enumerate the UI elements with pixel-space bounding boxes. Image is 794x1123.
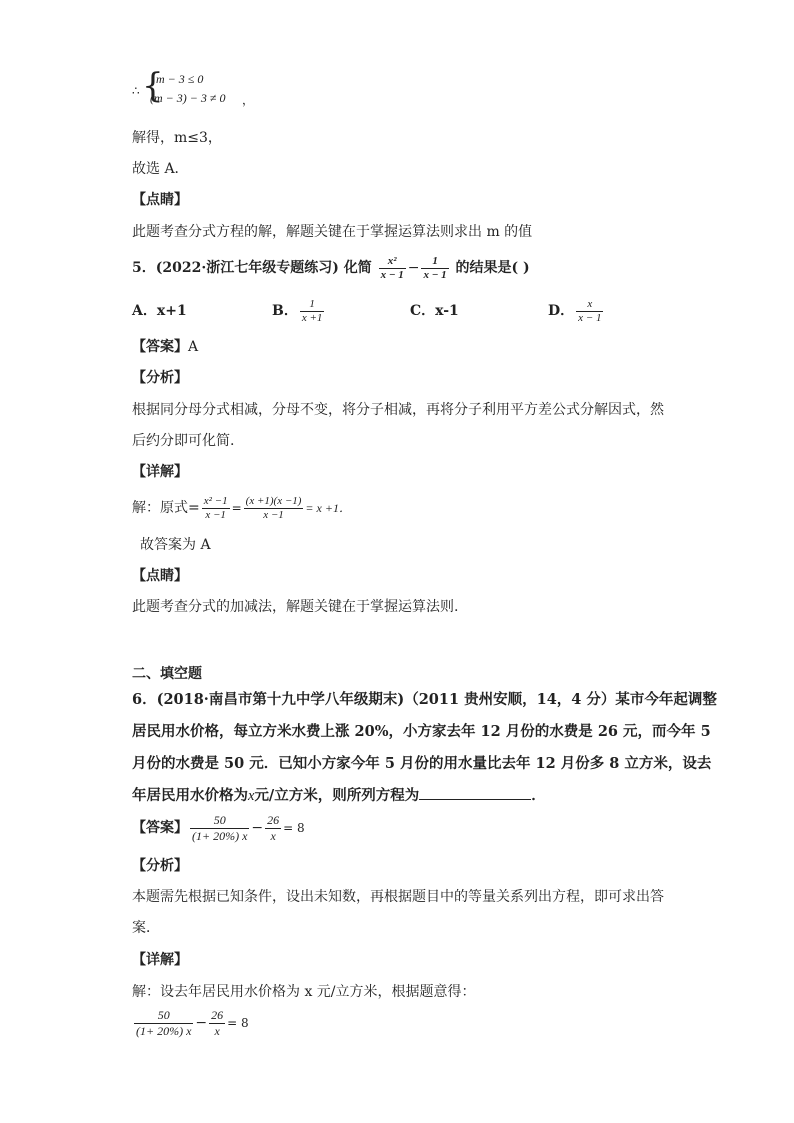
q6-answer-blank: [419, 785, 531, 800]
q5-optb-den: x +1: [301, 311, 323, 324]
q5-prefix: 5．(2022·浙江七年级专题练习) 化简: [132, 260, 372, 276]
q6-s-fraction-1: [134, 1008, 193, 1039]
q5-optd-den: x − 1: [578, 311, 602, 324]
q5-sol-prefix: 解：原式=: [132, 500, 200, 516]
q5-f1-num: x²: [379, 255, 406, 269]
q5-answer: [132, 337, 198, 357]
q5-fenxi-tag: 【分析】: [132, 370, 188, 386]
q6-s-f1-num: 50: [134, 1008, 193, 1024]
q5-option-b-fraction: [300, 298, 325, 325]
q5-f2-num: 1: [421, 255, 448, 269]
q5-optd-num: x: [576, 298, 603, 312]
q5-option-b-label: B．: [272, 303, 298, 319]
q5-solution: [132, 490, 351, 526]
therefore-symbol: ∴: [132, 84, 140, 98]
q4-dianjing-text: 此题考查分式方程的解，解题关键在于掌握运算法则求出 m 的值: [132, 224, 533, 240]
q5-optb-num: 1: [300, 298, 325, 312]
q5-s2-den: x −1: [263, 508, 284, 521]
q6-fenxi-tag: 【分析】: [132, 858, 188, 874]
q6-answer-fraction-2: [265, 813, 281, 844]
q5-answer-value: A: [188, 339, 199, 355]
q5-option-d: [548, 294, 605, 328]
q6-line-4-b: 元/立方米，则所列方程为: [254, 787, 420, 804]
q5-final: 故答案为 A: [140, 537, 211, 553]
q5-f2-den: x − 1: [423, 268, 447, 281]
q6-s-f2-num: 26: [211, 1007, 224, 1022]
q6-line-2: 居民用水价格，每立方米水费上涨 20%，小方家去年 12 月份的水费是 26 元，而今年 5: [132, 723, 711, 740]
q5-answer-tag: 【答案】: [132, 339, 188, 355]
q6-line-4-c: ．: [531, 787, 546, 804]
q6-solution-equation: [132, 1004, 249, 1042]
q5-suffix: 的结果是( ): [455, 260, 530, 276]
q5-option-b: [272, 294, 326, 328]
left-brace: {: [142, 66, 164, 106]
q5-s1-den: x −1: [205, 508, 226, 521]
q6-variable-x: x: [248, 788, 255, 804]
q4-solve: 解得，m≤3，: [132, 130, 222, 146]
q6-a-f1-den: (1+ 20%) x: [192, 828, 248, 843]
q5-sol-tail: = x +1．: [305, 501, 351, 515]
q6-line-3: 月份的水费是 50 元．已知小方家今年 5 月份的用水量比去年 12 月份多 8 立方米，设去: [132, 755, 712, 772]
q5-fraction-1: [379, 255, 406, 282]
q6-a-tail: = 8: [283, 821, 305, 835]
q5-stem: [132, 250, 530, 286]
q5-dianjing-text: 此题考查分式的加减法，解题关键在于掌握运算法则.: [132, 599, 459, 615]
system-tail: ，: [242, 93, 255, 107]
q6-xiangjie-tag: 【详解】: [132, 952, 188, 968]
q6-line-4-a: 年居民用水价格为: [132, 787, 248, 804]
q6-s-tail: = 8: [227, 1016, 249, 1030]
q5-fenxi-line-2: 后约分即可化简.: [132, 433, 235, 449]
q6-answer-fraction-1: [190, 813, 249, 844]
q5-fenxi-line-1: 根据同分母分式相减，分母不变，将分子相减，再将分子利用平方差公式分解因式，然: [132, 402, 664, 418]
q6-line-1: 6．(2018·南昌市第十九中学八年级期末)（2011 贵州安顺，14，4 分）某市今年起调整: [132, 691, 717, 708]
q5-s1-num: x² −1: [203, 494, 228, 507]
q6-s-fraction-2: [209, 1008, 225, 1039]
q6-a-f2-num: 26: [267, 812, 280, 827]
q5-sol-fraction-1: [202, 495, 230, 522]
q5-option-d-label: D．: [548, 303, 575, 319]
q6-fenxi-line-2: 案．: [132, 920, 160, 936]
q5-option-d-fraction: [576, 298, 603, 325]
section-title: 二、填空题: [132, 666, 202, 682]
q6-s-f1-den: (1+ 20%) x: [136, 1023, 192, 1038]
q6-a-minus: −: [251, 820, 264, 836]
q6-fenxi-line-1: 本题需先根据已知条件，设出未知数，再根据题目中的等量关系列出方程，即可求出答: [132, 889, 664, 905]
q4-dianjing-tag: 【点睛】: [132, 192, 188, 208]
q6-answer-tag: 【答案】: [132, 820, 188, 836]
q5-s2-num: (x +1)(x −1): [245, 494, 302, 507]
q5-xiangjie-tag: 【详解】: [132, 464, 188, 480]
q5-fraction-2: [421, 255, 448, 282]
system-line-2: (m − 3) − 3 ≠ 0: [150, 91, 226, 105]
q5-sol-fraction-2: [244, 495, 304, 522]
q6-s-f2-den: x: [214, 1023, 220, 1038]
q5-option-a: A．x+1: [132, 303, 187, 319]
q6-answer: [132, 809, 305, 847]
q6-line-4: [132, 784, 546, 808]
q4-choose: 故选 A．: [132, 161, 189, 177]
q5-sol-eq: =: [231, 501, 242, 515]
q6-s-minus: −: [195, 1015, 208, 1031]
q6-a-f2-den: x: [270, 828, 276, 843]
system-line-1: m − 3 ≤ 0: [156, 72, 204, 86]
q6-solution-line-1: 解：设去年居民用水价格为 x 元/立方米，根据题意得：: [132, 984, 476, 1000]
q5-option-c: C．x-1: [410, 303, 459, 319]
q6-a-f1-num: 50: [190, 813, 249, 829]
q5-minus: −: [407, 260, 420, 276]
q5-f1-den: x − 1: [380, 268, 404, 281]
q5-dianjing-tag: 【点睛】: [132, 568, 188, 584]
